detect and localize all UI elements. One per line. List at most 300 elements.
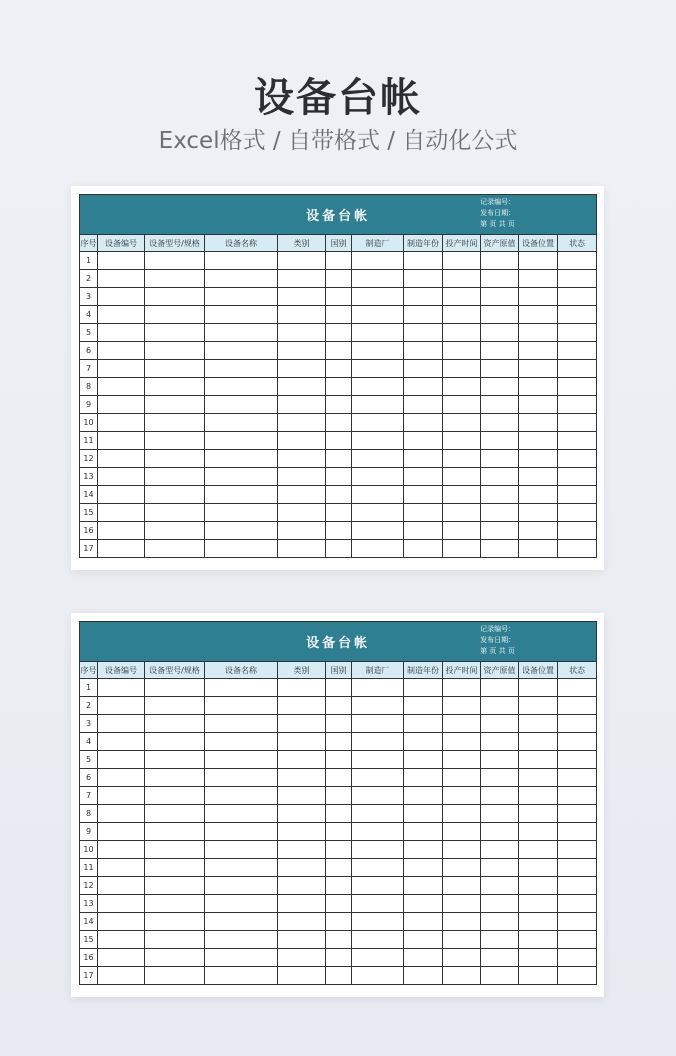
table-cell[interactable] — [404, 342, 443, 360]
table-cell[interactable] — [443, 414, 481, 432]
table-cell[interactable] — [145, 679, 205, 697]
table-cell[interactable] — [404, 697, 443, 715]
table-cell[interactable] — [519, 540, 558, 558]
table-cell[interactable] — [519, 697, 558, 715]
table-cell[interactable] — [404, 733, 443, 751]
table-cell[interactable] — [404, 877, 443, 895]
table-cell[interactable] — [352, 414, 404, 432]
table-cell[interactable] — [481, 949, 519, 967]
table-cell[interactable] — [278, 715, 326, 733]
table-cell[interactable] — [558, 306, 597, 324]
table-cell[interactable] — [352, 679, 404, 697]
table-cell[interactable] — [278, 805, 326, 823]
table-cell[interactable] — [326, 949, 352, 967]
table-cell[interactable] — [481, 252, 519, 270]
table-cell[interactable] — [481, 504, 519, 522]
table-cell[interactable] — [519, 324, 558, 342]
table-cell[interactable] — [352, 769, 404, 787]
table-cell[interactable] — [205, 504, 278, 522]
table-cell[interactable] — [98, 751, 145, 769]
table-cell[interactable] — [404, 949, 443, 967]
table-cell[interactable] — [519, 450, 558, 468]
table-cell[interactable] — [326, 432, 352, 450]
table-cell[interactable] — [326, 540, 352, 558]
table-cell[interactable] — [481, 967, 519, 985]
table-cell[interactable] — [558, 823, 597, 841]
table-cell[interactable] — [326, 733, 352, 751]
table-cell[interactable] — [205, 679, 278, 697]
table-cell[interactable] — [443, 859, 481, 877]
table-cell[interactable] — [145, 360, 205, 378]
table-cell[interactable] — [352, 288, 404, 306]
table-cell[interactable] — [519, 949, 558, 967]
table-cell[interactable] — [352, 715, 404, 733]
table-cell[interactable] — [558, 841, 597, 859]
table-cell[interactable] — [558, 733, 597, 751]
table-cell[interactable] — [519, 342, 558, 360]
table-cell[interactable] — [278, 468, 326, 486]
table-cell[interactable] — [481, 715, 519, 733]
table-cell[interactable] — [519, 252, 558, 270]
table-cell[interactable] — [443, 306, 481, 324]
table-cell[interactable] — [98, 450, 145, 468]
table-cell[interactable] — [145, 540, 205, 558]
table-cell[interactable] — [481, 432, 519, 450]
table-cell[interactable] — [481, 378, 519, 396]
table-cell[interactable] — [326, 859, 352, 877]
table-cell[interactable] — [145, 949, 205, 967]
table-cell[interactable] — [519, 360, 558, 378]
table-cell[interactable] — [205, 751, 278, 769]
table-cell[interactable] — [352, 486, 404, 504]
table-cell[interactable] — [443, 468, 481, 486]
table-cell[interactable] — [481, 360, 519, 378]
table-cell[interactable] — [278, 270, 326, 288]
table-cell[interactable] — [205, 949, 278, 967]
table-cell[interactable] — [145, 378, 205, 396]
table-cell[interactable] — [98, 949, 145, 967]
table-cell[interactable] — [145, 913, 205, 931]
table-cell[interactable] — [145, 733, 205, 751]
table-cell[interactable] — [145, 715, 205, 733]
table-cell[interactable] — [98, 504, 145, 522]
table-cell[interactable] — [443, 360, 481, 378]
table-cell[interactable] — [404, 715, 443, 733]
table-cell[interactable] — [404, 540, 443, 558]
table-cell[interactable] — [404, 504, 443, 522]
table-cell[interactable] — [352, 697, 404, 715]
table-cell[interactable] — [98, 895, 145, 913]
table-cell[interactable] — [519, 414, 558, 432]
table-cell[interactable] — [278, 252, 326, 270]
table-cell[interactable] — [558, 859, 597, 877]
table-cell[interactable] — [98, 360, 145, 378]
table-cell[interactable] — [481, 733, 519, 751]
table-cell[interactable] — [326, 751, 352, 769]
table-cell[interactable] — [558, 504, 597, 522]
table-cell[interactable] — [558, 414, 597, 432]
table-cell[interactable] — [326, 805, 352, 823]
table-cell[interactable] — [481, 769, 519, 787]
table-cell[interactable] — [481, 805, 519, 823]
table-cell[interactable] — [205, 913, 278, 931]
table-cell[interactable] — [145, 522, 205, 540]
table-cell[interactable] — [326, 450, 352, 468]
table-cell[interactable] — [558, 360, 597, 378]
table-cell[interactable] — [481, 841, 519, 859]
table-cell[interactable] — [558, 288, 597, 306]
table-cell[interactable] — [481, 468, 519, 486]
table-cell[interactable] — [558, 715, 597, 733]
table-cell[interactable] — [205, 306, 278, 324]
table-cell[interactable] — [205, 360, 278, 378]
table-cell[interactable] — [558, 769, 597, 787]
table-cell[interactable] — [519, 859, 558, 877]
table-cell[interactable] — [519, 769, 558, 787]
table-cell[interactable] — [205, 733, 278, 751]
table-cell[interactable] — [404, 396, 443, 414]
table-cell[interactable] — [145, 450, 205, 468]
table-cell[interactable] — [443, 697, 481, 715]
table-cell[interactable] — [519, 468, 558, 486]
table-cell[interactable] — [558, 931, 597, 949]
table-cell[interactable] — [519, 913, 558, 931]
table-cell[interactable] — [326, 522, 352, 540]
table-cell[interactable] — [352, 522, 404, 540]
table-cell[interactable] — [404, 841, 443, 859]
table-cell[interactable] — [205, 432, 278, 450]
table-cell[interactable] — [443, 841, 481, 859]
table-cell[interactable] — [443, 769, 481, 787]
table-cell[interactable] — [326, 823, 352, 841]
table-cell[interactable] — [481, 877, 519, 895]
table-cell[interactable] — [205, 486, 278, 504]
table-cell[interactable] — [205, 288, 278, 306]
table-cell[interactable] — [558, 378, 597, 396]
table-cell[interactable] — [481, 486, 519, 504]
table-cell[interactable] — [404, 288, 443, 306]
table-cell[interactable] — [205, 522, 278, 540]
table-cell[interactable] — [352, 378, 404, 396]
table-cell[interactable] — [205, 252, 278, 270]
table-cell[interactable] — [352, 787, 404, 805]
table-cell[interactable] — [98, 913, 145, 931]
table-cell[interactable] — [145, 486, 205, 504]
table-cell[interactable] — [481, 679, 519, 697]
table-cell[interactable] — [98, 396, 145, 414]
table-cell[interactable] — [443, 378, 481, 396]
table-cell[interactable] — [404, 967, 443, 985]
table-cell[interactable] — [519, 931, 558, 949]
table-cell[interactable] — [278, 324, 326, 342]
table-cell[interactable] — [205, 859, 278, 877]
table-cell[interactable] — [443, 895, 481, 913]
table-cell[interactable] — [404, 859, 443, 877]
table-cell[interactable] — [558, 342, 597, 360]
table-cell[interactable] — [352, 895, 404, 913]
table-cell[interactable] — [558, 270, 597, 288]
table-cell[interactable] — [98, 252, 145, 270]
table-cell[interactable] — [519, 715, 558, 733]
table-cell[interactable] — [404, 769, 443, 787]
table-cell[interactable] — [98, 931, 145, 949]
table-cell[interactable] — [404, 679, 443, 697]
table-cell[interactable] — [352, 949, 404, 967]
table-cell[interactable] — [326, 306, 352, 324]
table-cell[interactable] — [352, 450, 404, 468]
table-cell[interactable] — [145, 324, 205, 342]
table-cell[interactable] — [205, 324, 278, 342]
table-cell[interactable] — [519, 751, 558, 769]
table-cell[interactable] — [519, 841, 558, 859]
table-cell[interactable] — [278, 360, 326, 378]
table-cell[interactable] — [481, 522, 519, 540]
table-cell[interactable] — [205, 697, 278, 715]
table-cell[interactable] — [352, 360, 404, 378]
table-cell[interactable] — [326, 396, 352, 414]
table-cell[interactable] — [98, 733, 145, 751]
table-cell[interactable] — [145, 787, 205, 805]
table-cell[interactable] — [326, 252, 352, 270]
table-cell[interactable] — [205, 823, 278, 841]
table-cell[interactable] — [519, 306, 558, 324]
table-cell[interactable] — [519, 396, 558, 414]
table-cell[interactable] — [443, 877, 481, 895]
table-cell[interactable] — [98, 805, 145, 823]
table-cell[interactable] — [326, 486, 352, 504]
table-cell[interactable] — [481, 697, 519, 715]
table-cell[interactable] — [404, 252, 443, 270]
table-cell[interactable] — [404, 414, 443, 432]
table-cell[interactable] — [558, 522, 597, 540]
table-cell[interactable] — [404, 432, 443, 450]
table-cell[interactable] — [326, 342, 352, 360]
table-cell[interactable] — [481, 823, 519, 841]
table-cell[interactable] — [278, 967, 326, 985]
table-cell[interactable] — [278, 769, 326, 787]
table-cell[interactable] — [145, 895, 205, 913]
table-cell[interactable] — [326, 697, 352, 715]
table-cell[interactable] — [352, 342, 404, 360]
table-cell[interactable] — [326, 679, 352, 697]
table-cell[interactable] — [278, 522, 326, 540]
table-cell[interactable] — [98, 288, 145, 306]
table-cell[interactable] — [326, 913, 352, 931]
table-cell[interactable] — [326, 877, 352, 895]
table-cell[interactable] — [278, 949, 326, 967]
table-cell[interactable] — [352, 823, 404, 841]
table-cell[interactable] — [481, 751, 519, 769]
table-cell[interactable] — [98, 877, 145, 895]
table-cell[interactable] — [145, 823, 205, 841]
table-cell[interactable] — [558, 805, 597, 823]
table-cell[interactable] — [145, 751, 205, 769]
table-cell[interactable] — [326, 841, 352, 859]
table-cell[interactable] — [98, 342, 145, 360]
table-cell[interactable] — [205, 841, 278, 859]
table-cell[interactable] — [558, 540, 597, 558]
table-cell[interactable] — [404, 468, 443, 486]
table-cell[interactable] — [205, 270, 278, 288]
table-cell[interactable] — [98, 540, 145, 558]
table-cell[interactable] — [519, 967, 558, 985]
table-cell[interactable] — [98, 697, 145, 715]
table-cell[interactable] — [278, 504, 326, 522]
table-cell[interactable] — [98, 270, 145, 288]
table-cell[interactable] — [352, 252, 404, 270]
table-cell[interactable] — [404, 306, 443, 324]
table-cell[interactable] — [481, 414, 519, 432]
table-cell[interactable] — [98, 715, 145, 733]
table-cell[interactable] — [481, 913, 519, 931]
table-cell[interactable] — [205, 715, 278, 733]
table-cell[interactable] — [145, 306, 205, 324]
table-cell[interactable] — [519, 805, 558, 823]
table-cell[interactable] — [98, 787, 145, 805]
table-cell[interactable] — [278, 432, 326, 450]
table-cell[interactable] — [404, 360, 443, 378]
table-cell[interactable] — [205, 769, 278, 787]
table-cell[interactable] — [326, 715, 352, 733]
table-cell[interactable] — [352, 270, 404, 288]
table-cell[interactable] — [205, 787, 278, 805]
table-cell[interactable] — [98, 679, 145, 697]
table-cell[interactable] — [481, 787, 519, 805]
table-cell[interactable] — [352, 859, 404, 877]
table-cell[interactable] — [278, 697, 326, 715]
table-cell[interactable] — [278, 841, 326, 859]
table-cell[interactable] — [326, 414, 352, 432]
table-cell[interactable] — [98, 522, 145, 540]
table-cell[interactable] — [404, 450, 443, 468]
table-cell[interactable] — [443, 252, 481, 270]
table-cell[interactable] — [481, 895, 519, 913]
table-cell[interactable] — [205, 468, 278, 486]
table-cell[interactable] — [404, 895, 443, 913]
table-cell[interactable] — [98, 823, 145, 841]
table-cell[interactable] — [145, 342, 205, 360]
table-cell[interactable] — [443, 450, 481, 468]
table-cell[interactable] — [98, 967, 145, 985]
table-cell[interactable] — [404, 931, 443, 949]
table-cell[interactable] — [278, 288, 326, 306]
table-cell[interactable] — [404, 805, 443, 823]
table-cell[interactable] — [326, 468, 352, 486]
table-cell[interactable] — [145, 805, 205, 823]
table-cell[interactable] — [278, 931, 326, 949]
table-cell[interactable] — [481, 859, 519, 877]
table-cell[interactable] — [519, 895, 558, 913]
table-cell[interactable] — [278, 342, 326, 360]
table-cell[interactable] — [481, 931, 519, 949]
table-cell[interactable] — [352, 751, 404, 769]
table-cell[interactable] — [205, 540, 278, 558]
table-cell[interactable] — [443, 679, 481, 697]
table-cell[interactable] — [145, 288, 205, 306]
table-cell[interactable] — [278, 679, 326, 697]
table-cell[interactable] — [519, 504, 558, 522]
table-cell[interactable] — [558, 252, 597, 270]
table-cell[interactable] — [352, 913, 404, 931]
table-cell[interactable] — [519, 270, 558, 288]
table-cell[interactable] — [352, 504, 404, 522]
table-cell[interactable] — [404, 378, 443, 396]
table-cell[interactable] — [326, 769, 352, 787]
table-cell[interactable] — [443, 913, 481, 931]
table-cell[interactable] — [443, 486, 481, 504]
table-cell[interactable] — [326, 360, 352, 378]
table-cell[interactable] — [404, 751, 443, 769]
table-cell[interactable] — [558, 396, 597, 414]
table-cell[interactable] — [443, 805, 481, 823]
table-cell[interactable] — [558, 913, 597, 931]
table-cell[interactable] — [352, 396, 404, 414]
table-cell[interactable] — [278, 895, 326, 913]
table-cell[interactable] — [278, 450, 326, 468]
table-cell[interactable] — [326, 787, 352, 805]
table-cell[interactable] — [205, 877, 278, 895]
table-cell[interactable] — [278, 787, 326, 805]
table-cell[interactable] — [558, 949, 597, 967]
table-cell[interactable] — [145, 697, 205, 715]
table-cell[interactable] — [481, 324, 519, 342]
table-cell[interactable] — [352, 841, 404, 859]
table-cell[interactable] — [519, 522, 558, 540]
table-cell[interactable] — [519, 486, 558, 504]
table-cell[interactable] — [443, 967, 481, 985]
table-cell[interactable] — [443, 787, 481, 805]
table-cell[interactable] — [558, 679, 597, 697]
table-cell[interactable] — [519, 432, 558, 450]
table-cell[interactable] — [278, 751, 326, 769]
table-cell[interactable] — [205, 342, 278, 360]
table-cell[interactable] — [352, 432, 404, 450]
table-cell[interactable] — [519, 288, 558, 306]
table-cell[interactable] — [481, 450, 519, 468]
table-cell[interactable] — [278, 306, 326, 324]
table-cell[interactable] — [278, 859, 326, 877]
table-cell[interactable] — [205, 396, 278, 414]
table-cell[interactable] — [558, 432, 597, 450]
table-cell[interactable] — [205, 967, 278, 985]
table-cell[interactable] — [558, 324, 597, 342]
table-cell[interactable] — [443, 949, 481, 967]
table-cell[interactable] — [519, 823, 558, 841]
table-cell[interactable] — [558, 450, 597, 468]
table-cell[interactable] — [352, 540, 404, 558]
table-cell[interactable] — [145, 414, 205, 432]
table-cell[interactable] — [145, 468, 205, 486]
table-cell[interactable] — [145, 841, 205, 859]
table-cell[interactable] — [278, 823, 326, 841]
table-cell[interactable] — [98, 769, 145, 787]
table-cell[interactable] — [326, 270, 352, 288]
table-cell[interactable] — [98, 859, 145, 877]
table-cell[interactable] — [481, 288, 519, 306]
table-cell[interactable] — [443, 396, 481, 414]
table-cell[interactable] — [352, 877, 404, 895]
table-cell[interactable] — [326, 895, 352, 913]
table-cell[interactable] — [145, 859, 205, 877]
table-cell[interactable] — [404, 270, 443, 288]
table-cell[interactable] — [98, 841, 145, 859]
table-cell[interactable] — [98, 414, 145, 432]
table-cell[interactable] — [352, 805, 404, 823]
table-cell[interactable] — [98, 324, 145, 342]
table-cell[interactable] — [558, 895, 597, 913]
table-cell[interactable] — [352, 733, 404, 751]
table-cell[interactable] — [326, 288, 352, 306]
